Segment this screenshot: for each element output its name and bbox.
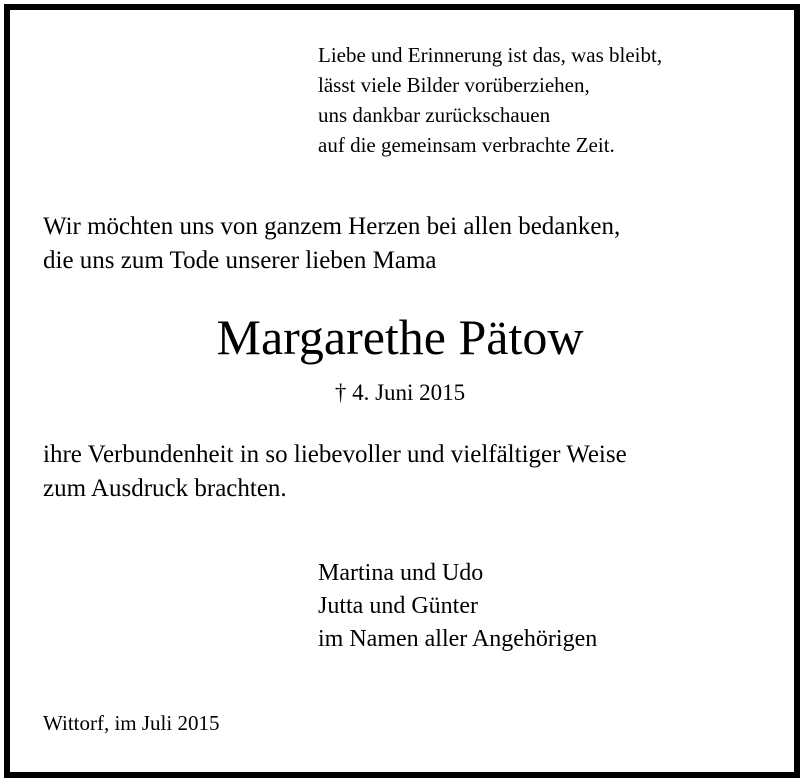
thanks-line: die uns zum Tode unserer lieben Mama [43,247,437,274]
thanks-line: Wir möchten uns von ganzem Herzen bei allen bedanken, [43,213,621,240]
signer-line: Jutta und Günter [318,593,478,619]
signers-block [318,557,597,656]
death-date: † 4. Juni 2015 [334,380,466,405]
signer-line: im Namen aller Angehörigen [318,626,598,652]
memorial-verse [318,40,662,160]
verse-line: auf die gemeinsam verbrachte Zeit. [318,133,615,157]
verse-line: uns dankbar zurückschauen [318,103,551,127]
continuation-line: ihre Verbundenheit in so liebevoller und vielfältiger Weise [43,441,627,468]
thanks-paragraph [43,210,620,278]
continuation-line: zum Ausdruck brachten. [43,475,287,502]
place-and-date: Wittorf, im Juli 2015 [43,711,220,735]
verse-line: Liebe und Erinnerung ist das, was bleibt, [318,43,663,67]
deceased-name: Margarethe Pätow [216,309,584,365]
continuation-paragraph [43,438,627,506]
signer-line: Martina und Udo [318,560,484,586]
verse-line: lässt viele Bilder vorüberziehen, [318,73,590,97]
